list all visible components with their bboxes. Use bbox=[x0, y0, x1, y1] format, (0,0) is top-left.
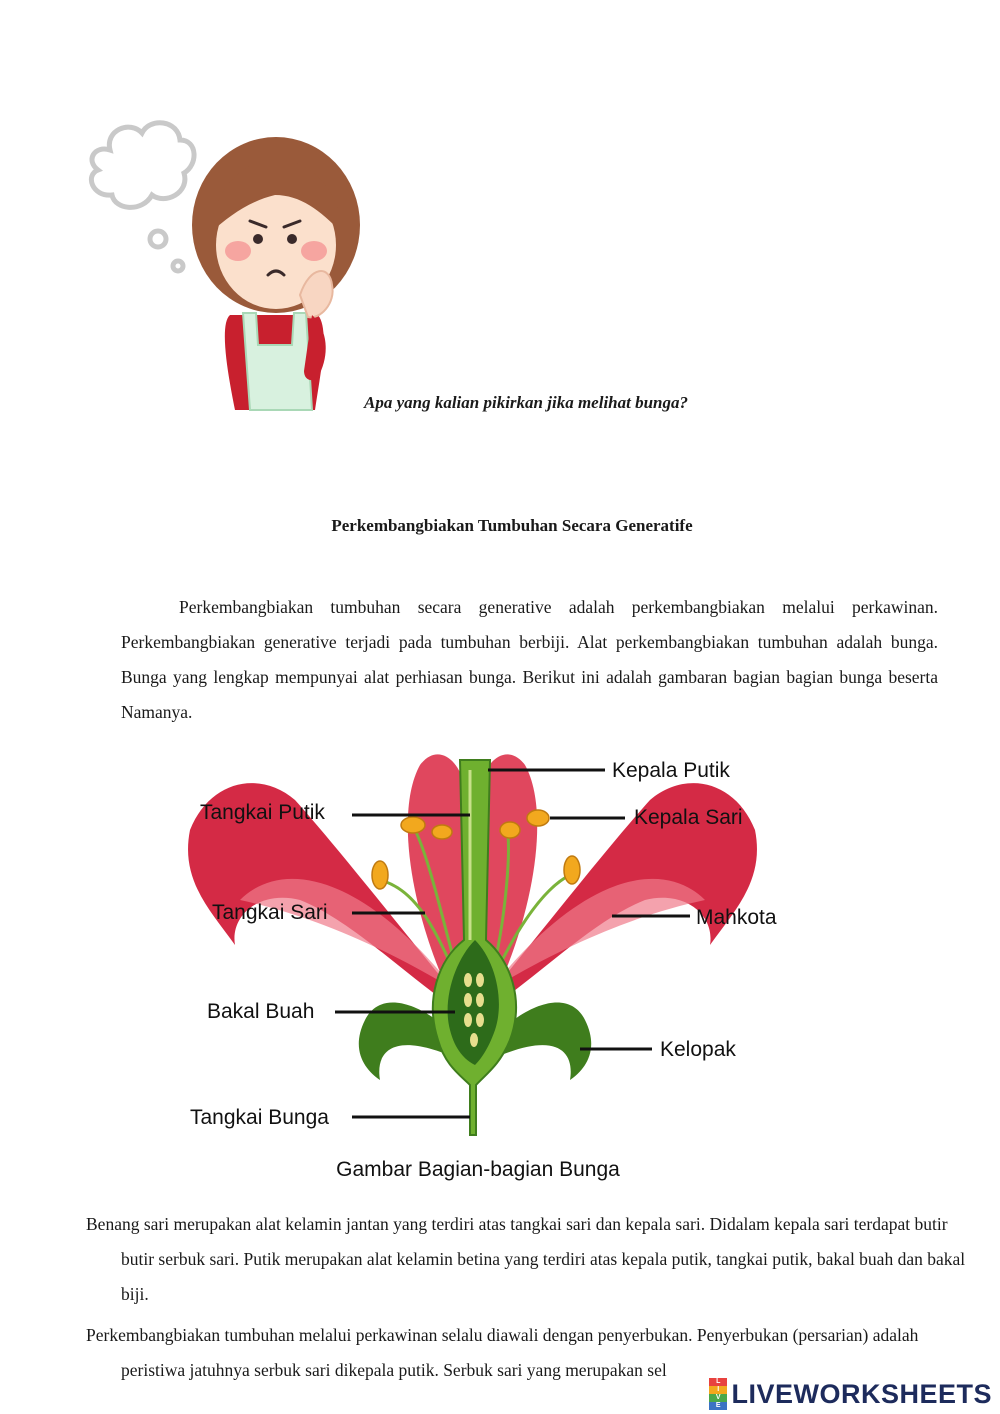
thinking-girl-illustration bbox=[80, 115, 370, 415]
label-kepala-putik: Kepala Putik bbox=[612, 759, 730, 782]
thought-cloud-icon bbox=[91, 123, 194, 271]
label-bakal-buah: Bakal Buah bbox=[207, 1000, 315, 1023]
label-kepala-sari: Kepala Sari bbox=[634, 806, 743, 829]
liveworksheets-mark-icon: L I V E bbox=[709, 1378, 727, 1410]
flower-parts-diagram bbox=[180, 740, 800, 1150]
diagram-caption: Gambar Bagian-bagian Bunga bbox=[336, 1158, 620, 1181]
question-text: Apa yang kalian pikirkan jika melihat bunga? bbox=[364, 393, 689, 412]
label-tangkai-sari: Tangkai Sari bbox=[212, 901, 328, 924]
label-mahkota: Mahkota bbox=[696, 906, 777, 929]
label-tangkai-putik: Tangkai Putik bbox=[200, 801, 325, 824]
brand-name: LIVEWORKSHEETS bbox=[731, 1378, 992, 1409]
paragraph-penyerbukan: Perkembangbiakan tumbuhan melalui perkawinan selalu diawali dengan penyerbukan. Penyerbukan (persarian) adalah peristiwa jatuhnya serbuk sari dikepala putik. Serbuk sari yang merupakan sel bbox=[86, 1325, 919, 1380]
label-kelopak: Kelopak bbox=[660, 1038, 736, 1061]
paragraph-benang-sari: Benang sari merupakan alat kelamin jantan yang terdiri atas tangkai sari dan kepala sari. Didalam kepala sari terdapat butir butir serbuk sari. Putik merupakan alat kelamin betina yang terdiri atas kepala putik, tangkai putik, bakal buah dan bakal biji. bbox=[86, 1214, 966, 1304]
paragraph-intro bbox=[121, 590, 938, 730]
liveworksheets-logo bbox=[709, 1378, 992, 1410]
paragraph-intro-text: Perkembangbiakan tumbuhan secara generative adalah perkembangbiakan melalui perkawinan. Perkembangbiakan generative terjadi pada tumbuhan berbiji. Alat perkembangbiakan tumbuhan adalah bunga. Bunga yang lengkap mempunyai alat perhiasan bunga. Berikut ini adalah gambaran bagian bagian bunga beserta Namanya. bbox=[121, 597, 938, 722]
label-tangkai-bunga: Tangkai Bunga bbox=[190, 1106, 329, 1129]
section-title: Perkembangbiakan Tumbuhan Secara Generatife bbox=[331, 516, 693, 535]
